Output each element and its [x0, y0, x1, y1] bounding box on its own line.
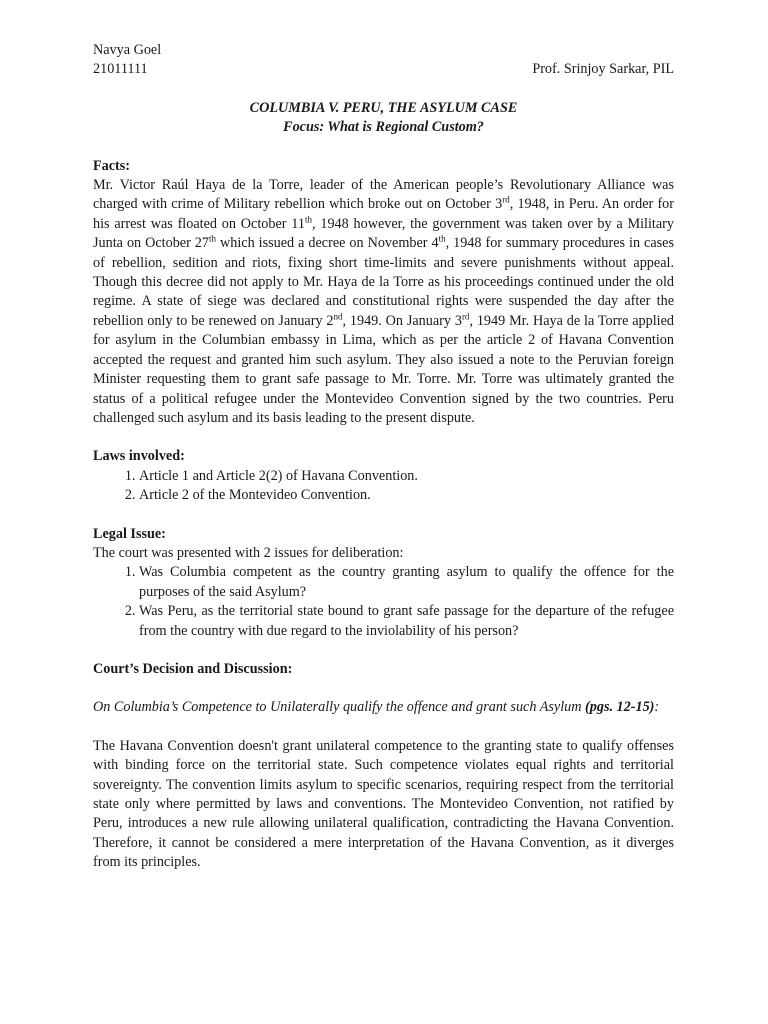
decision-section — [93, 660, 674, 873]
case-focus: Focus: What is Regional Custom? — [283, 119, 484, 136]
legal-issue-list — [93, 563, 674, 641]
student-name: Navya Goel — [93, 42, 162, 58]
decision-subheading: On Columbia’s Competence to Unilaterally qualify the offence and grant such Asylum (pgs. 12-15): — [93, 699, 660, 716]
list-item: 1. Article 1 and Article 2(2) of Havana Convention. — [139, 467, 674, 486]
list-item: 2. Was Peru, as the territorial state bound to grant safe passage for the departure of the refugee from the country with due regard to the inviolability of his person? — [139, 602, 674, 641]
case-title: COLUMBIA V. PERU, THE ASYLUM CASE — [249, 99, 518, 116]
decision-paragraph: The Havana Convention doesn't grant unilateral competence to the granting state to qualify offenses with binding force on the territorial state. Such competence violates equal rights and territorial sovereignty. The convention limits asylum to specific scenarios, requiring respect from the territorial state only where permitted by laws and conventions. The Montevideo Convention, not ratified by Peru, introduces a new rule allowing unilateral qualification, contradicting the Havana Convention. Therefore, it cannot be considered a mere interpretation of the Havana Convention, as it diverges from its principles. — [93, 737, 674, 871]
legal-issue-heading: Legal Issue: — [93, 525, 166, 542]
student-id: 21011111 — [93, 61, 148, 78]
header — [93, 41, 674, 80]
decision-heading: Court’s Decision and Discussion: — [93, 660, 293, 677]
facts-heading: Facts: — [93, 157, 131, 174]
facts-section — [93, 157, 674, 429]
legal-issue-section — [93, 525, 674, 641]
title-block — [93, 99, 674, 138]
list-item: 1. Was Columbia competent as the country granting asylum to qualify the offence for the purposes of the said Asylum? — [139, 563, 674, 602]
laws-heading: Laws involved: — [93, 448, 185, 465]
laws-section — [93, 447, 674, 505]
document-body — [93, 41, 674, 873]
page-reference: (pgs. 12-15) — [585, 699, 655, 716]
list-item: 2. Article 2 of the Montevideo Convention. — [139, 486, 674, 505]
laws-list — [93, 467, 674, 506]
facts-paragraph: Mr. Victor Raúl Haya de la Torre, leader of the American people’s Revolutionary Alliance was charged with crime of Military rebellion which broke out on October 3rd, 1948, in Peru. An order for his arrest was floated on October 11th, 1948 however, the government was taken over by a Military Junta on October 27th which issued a decree on November 4th, 1948 for summary procedures in cases of rebellion, sedition and riots, fixing short time-limits and severe punishments without appeal. Though this decree did not apply to Mr. Haya de la Torre as his proceedings continued under the old regime. A state of siege was declared and constitutional rights were suspended the day after the rebellion only to be renewed on January 2nd, 1949. On January 3rd, 1949 Mr. Haya de la Torre applied for asylum in the Columbian embassy in Lima, which as per the article 2 of Havana Convention accepted the request and granted him such asylum. They also issued a note to the Peruvian foreign Minister requesting them to grant safe passage to Mr. Torre. Mr. Torre was ultimately granted the status of a political refugee under the Montevideo Convention signed by the two countries. Peru challenged such asylum and its basis leading to the present dispute. — [93, 177, 675, 426]
professor-name: Prof. Srinjoy Sarkar, PIL — [532, 61, 674, 78]
legal-issue-intro: The court was presented with 2 issues for deliberation: — [93, 544, 404, 561]
